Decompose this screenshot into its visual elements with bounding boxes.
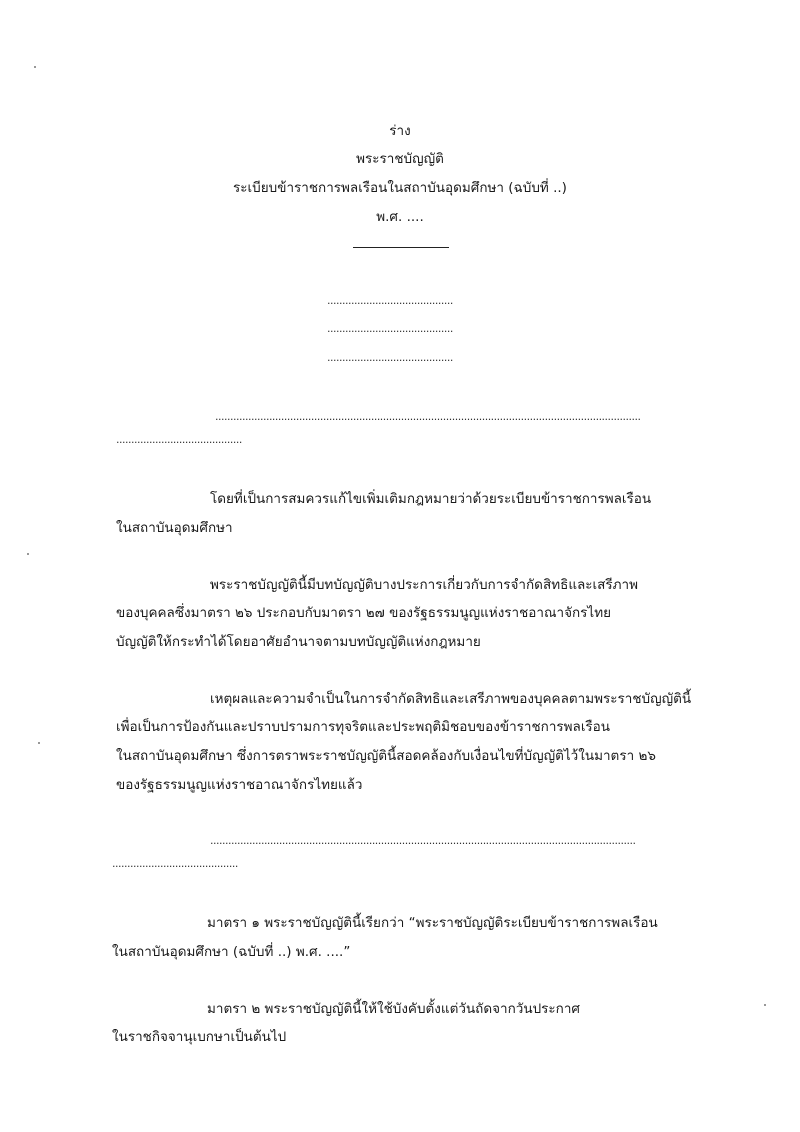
act-type: พระราชบัญญัติ — [356, 151, 444, 167]
dotted-line: .......................................... — [327, 294, 453, 307]
dotted-line: .......................................... — [327, 322, 453, 335]
paragraph-line: ของบุคคลซึ่งมาตรา ๒๖ ประกอบกับมาตรา ๒๗ ของรัฐธรรมนูญแห่งราชอาณาจักรไทย — [116, 605, 612, 621]
paragraph-line: โดยที่เป็นการสมควรแก้ไขเพิ่มเติมกฎหมายว่าด้วยระเบียบข้าราชการพลเรือน — [210, 491, 652, 507]
section-1-line: มาตรา ๑ พระราชบัญญัตินี้เรียกว่า “พระราชบัญญัติระเบียบข้าราชการพลเรือน — [207, 915, 658, 931]
scan-speck — [27, 553, 29, 555]
section-2-line: มาตรา ๒ พระราชบัญญัตินี้ให้ใช้บังคับตั้งแต่วันถัดจากวันประกาศ — [207, 1001, 580, 1017]
dotted-line: .......................................... — [327, 351, 453, 364]
draft-label: ร่าง — [389, 123, 411, 139]
scan-speck — [764, 1004, 766, 1006]
act-title: ระเบียบข้าราชการพลเรือนในสถาบันอุดมศึกษา (ฉบับที่ ..) — [233, 180, 567, 196]
paragraph-line: บัญญัติให้กระทำได้โดยอาศัยอำนาจตามบทบัญญัติแห่งกฎหมาย — [116, 634, 481, 650]
paragraph-line: พระราชบัญญัตินี้มีบทบัญญัติบางประการเกี่ยวกับการจำกัดสิทธิและเสรีภาพ — [210, 577, 639, 593]
dotted-line: .......................................... — [112, 857, 238, 870]
title-divider — [353, 247, 449, 248]
paragraph-line: เพื่อเป็นการป้องกันและปราบปรามการทุจริตและประพฤติมิชอบของข้าราชการพลเรือน — [116, 719, 611, 735]
dotted-line: .......................................... — [116, 433, 242, 446]
scan-speck — [34, 66, 36, 68]
dotted-line: .............................................................................................................................................. — [215, 410, 641, 423]
paragraph-line: เหตุผลและความจำเป็นในการจำกัดสิทธิและเสรีภาพของบุคคลตามพระราชบัญญัตินี้ — [210, 691, 692, 707]
paragraph-line: ของรัฐธรรมนูญแห่งราชอาณาจักรไทยแล้ว — [116, 777, 363, 793]
paragraph-line: ในสถาบันอุดมศึกษา — [116, 520, 233, 536]
section-1-line: ในสถาบันอุดมศึกษา (ฉบับที่ ..) พ.ศ. ....” — [112, 944, 351, 960]
paragraph-line: ในสถาบันอุดมศึกษา ซึ่งการตราพระราชบัญญัตินี้สอดคล้องกับเงื่อนไขที่บัญญัติไว้ในมาตรา ๒๖ — [116, 748, 656, 764]
scan-speck — [38, 742, 40, 744]
dotted-line: .............................................................................................................................................. — [210, 834, 636, 847]
section-2-line: ในราชกิจจานุเบกษาเป็นต้นไป — [112, 1029, 287, 1045]
act-year: พ.ศ. .... — [376, 209, 424, 225]
